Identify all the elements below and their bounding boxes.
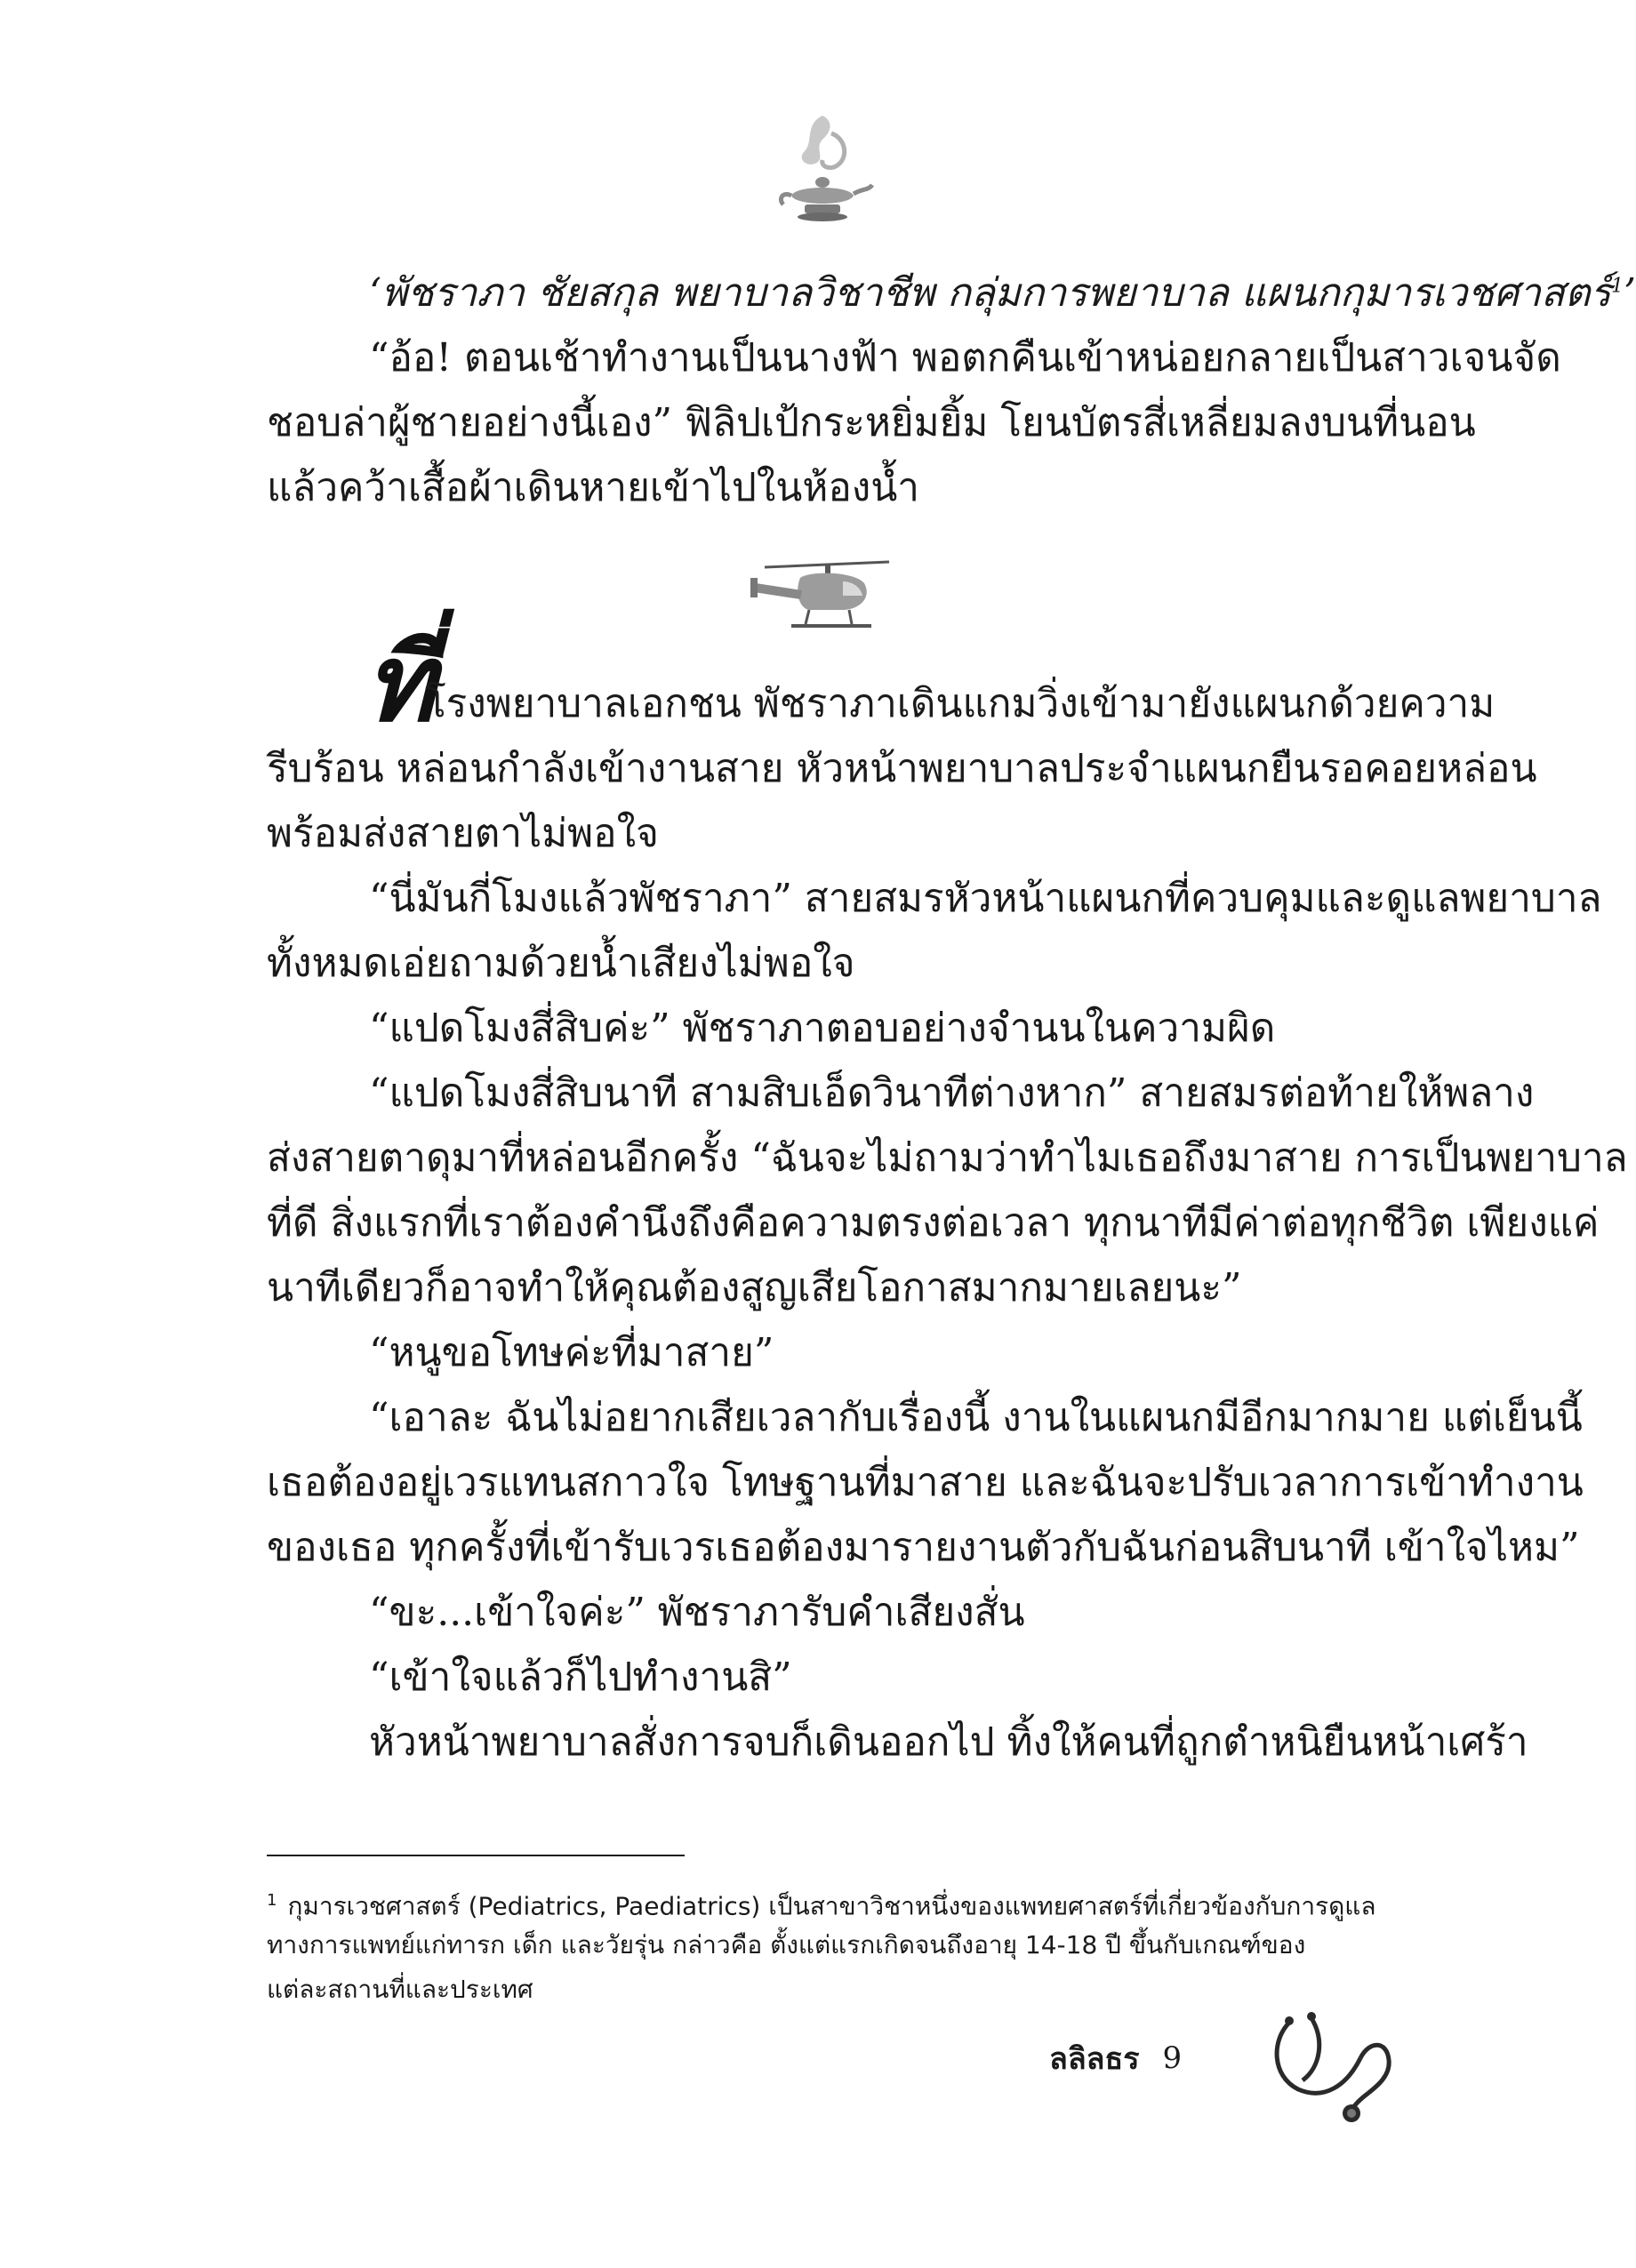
footnote-line	[267, 1883, 1378, 1924]
stethoscope-icon	[1263, 2005, 1396, 2125]
body-line: ทั้งหมดเอ่ยถามด้วยน้ำเสียงไม่พอใจ	[267, 941, 855, 986]
body-line: รีบร้อน หล่อนกำลังเข้างานสาย หัวหน้าพยาบาลประจำแผนกยืนรอคอยหล่อน	[267, 746, 1537, 791]
body-line: “เอาละ ฉันไม่อยากเสียเวลากับเรื่องนี้ งานในแผนกมีอีกมากมาย แต่เย็นนี้	[369, 1395, 1583, 1440]
intro-line: “อ้อ! ตอนเช้าทำงานเป็นนางฟ้า พอตกคืนเข้าหน่อยกลายเป็นสาวเจนจัด	[369, 335, 1561, 381]
body-line: พร้อมส่งสายตาไม่พอใจ	[267, 811, 659, 856]
body-line: หัวหน้าพยาบาลสั่งการจบก็เดินออกไป ทิ้งให้คนที่ถูกตำหนิยืนหน้าเศร้า	[369, 1719, 1528, 1765]
body-line: เธอต้องอยู่เวรแทนสกาวใจ โทษฐานที่มาสาย และฉันจะปรับเวลาการเข้าทำงาน	[267, 1460, 1584, 1505]
helicopter-icon	[747, 551, 898, 649]
body-line: “หนูขอโทษค่ะที่มาสาย”	[369, 1330, 774, 1375]
body-line: “แปดโมงสี่สิบค่ะ” พัชราภาตอบอย่างจำนนในความผิด	[369, 1006, 1276, 1051]
body-line: “แปดโมงสี่สิบนาที สามสิบเอ็ดวินาทีต่างหาก” สายสมรต่อท้ายให้พลาง	[369, 1070, 1535, 1116]
body-line: นาทีเดียวก็อาจทำให้คุณต้องสูญเสียโอกาสมากมายเลยนะ”	[267, 1265, 1242, 1310]
body-line: “นี่มันกี่โมงแล้วพัชราภา” สายสมรหัวหน้าแผนกที่ควบคุมและดูแลพยาบาล	[369, 876, 1602, 921]
signature-closing-quote: ’	[1624, 270, 1636, 316]
genie-lamp-icon	[769, 107, 876, 231]
footnote-line: ทางการแพทย์แก่ทารก เด็ก และวัยรุ่น กล่าวคือ ตั้งแต่แรกเกิดจนถึงอายุ 14-18 ปี ขึ้นกับเกณฑ์ของ	[267, 1930, 1306, 1959]
page-footer	[1049, 2032, 1182, 2085]
body-line: ที่ดี สิ่งแรกที่เราต้องคำนึงถึงคือความตรงต่อเวลา ทุกนาทีมีค่าต่อทุกชีวิต เพียงแค่	[267, 1200, 1600, 1246]
footnote-marker: 1	[1611, 275, 1624, 298]
drop-cap: ที่	[365, 622, 436, 746]
intro-line: ชอบล่าผู้ชายอย่างนี้เอง” ฟิลิปเป้กระหยิ่มยิ้ม โยนบัตรสี่เหลี่ยมลงบนที่นอน	[267, 400, 1476, 445]
section-first-line	[267, 622, 1496, 746]
footnote-line: แต่ละสถานที่และประเทศ	[267, 1975, 533, 2004]
body-line: ส่งสายตาดุมาที่หล่อนอีกครั้ง “ฉันจะไม่ถามว่าทำไมเธอถึงมาสาย การเป็นพยาบาล	[267, 1135, 1628, 1181]
footnote-number: 1	[267, 1891, 277, 1910]
footnote-divider	[267, 1855, 685, 1856]
body-line: “ขะ...เข้าใจค่ะ” พัชราภารับคำเสียงสั่น	[369, 1590, 1025, 1635]
body-line: “เข้าใจแล้วก็ไปทำงานสิ”	[369, 1655, 792, 1700]
signature-line	[369, 267, 1636, 320]
footnote-text: กุมารเวชศาสตร์ (Pediatrics, Paediatrics) เป็นสาขาวิชาหนึ่งของแพทยศาสตร์ที่เกี่ยวข้องกับการดูแล	[287, 1891, 1376, 1921]
body-line: ของเธอ ทุกครั้งที่เข้ารับเวรเธอต้องมารายงานตัวกับฉันก่อนสิบนาที เข้าใจไหม”	[267, 1525, 1580, 1570]
signature-text: ‘พัชราภา ชัยสกุล พยาบาลวิชาชีพ กลุ่มการพยาบาล แผนกกุมารเวชศาสตร์	[369, 270, 1612, 316]
author-name: ลลิลธร	[1049, 2041, 1140, 2077]
section-first-line-text: โรงพยาบาลเอกชน พัชราภาเดินแกมวิ่งเข้ามายังแผนกด้วยความ	[425, 681, 1496, 726]
intro-line: แล้วคว้าเสื้อผ้าเดินหายเข้าไปในห้องน้ำ	[267, 465, 920, 510]
page-number: 9	[1162, 2040, 1183, 2076]
